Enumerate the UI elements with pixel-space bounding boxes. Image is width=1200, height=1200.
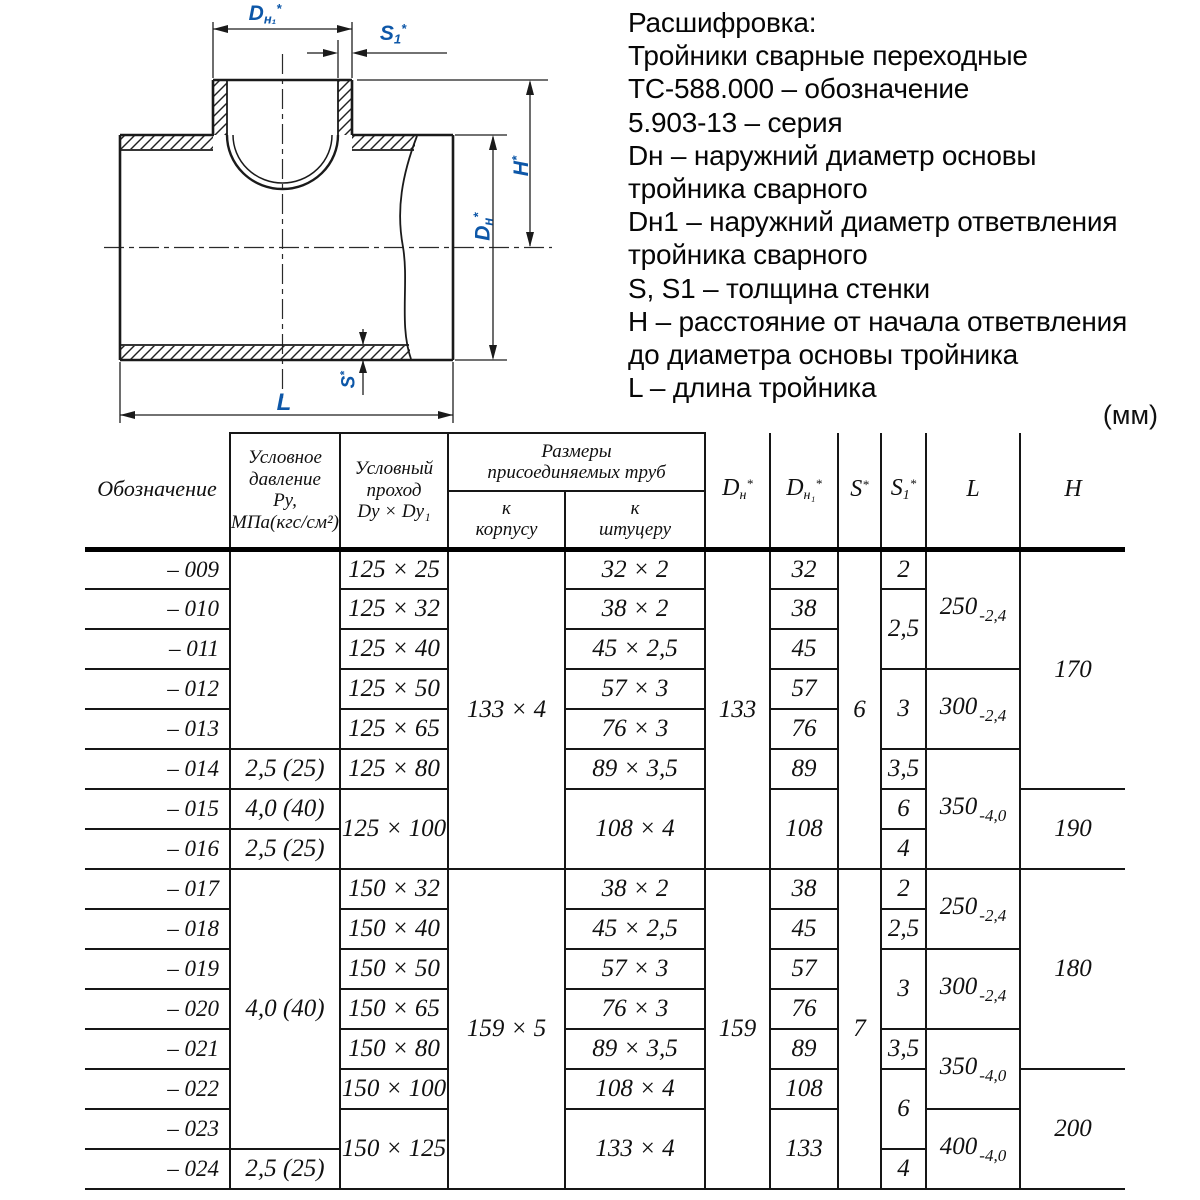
table-cell: 45 [770, 909, 838, 949]
tee-diagram-graphic [0, 0, 600, 430]
table-cell: 4,0 (40) [230, 869, 340, 1149]
table-cell: 133 × 4 [565, 1109, 705, 1189]
table-cell: 300 $_{-2,4}$ [926, 669, 1020, 749]
table-cell: 150 × 50 [340, 949, 448, 989]
table-cell: 108 [770, 789, 838, 869]
table-cell: – 010 [85, 589, 230, 629]
table-cell: 7 [838, 869, 881, 1189]
column-header-pressure: Условное давление Ру, МПа(кгс/см²) [230, 433, 340, 549]
table-cell: 89 × 3,5 [565, 749, 705, 789]
table-cell: 3 [881, 949, 926, 1029]
table-body [85, 549, 1125, 1189]
table-cell: 4 [881, 1149, 926, 1189]
dim-label-h: H* [508, 155, 534, 177]
table-cell: 6 [838, 549, 881, 869]
table-cell: 2 [881, 869, 926, 909]
table-cell: 108 × 4 [565, 789, 705, 869]
table-cell: 125 × 25 [340, 549, 448, 589]
table-cell: 150 × 80 [340, 1029, 448, 1069]
column-header-dn1: $D_{н_1}^*$ [770, 433, 838, 549]
tee-drawing [0, 0, 600, 430]
legend-line: тройника сварного [628, 173, 868, 205]
column-header-to_branch: к штуцеру [565, 491, 705, 549]
table-cell: 150 × 125 [340, 1109, 448, 1189]
legend-line: до диаметра основы тройника [628, 339, 1019, 371]
legend-line: 5.903-13 – серия [628, 106, 843, 138]
table-cell: 3,5 [881, 749, 926, 789]
table-cell: 125 × 32 [340, 589, 448, 629]
spec-table [85, 432, 1125, 1190]
table-cell: – 023 [85, 1109, 230, 1149]
table-cell: 3 [881, 669, 926, 749]
table-cell: 108 × 4 [565, 1069, 705, 1109]
table-cell: 38 [770, 589, 838, 629]
table-cell: 125 × 100 [340, 789, 448, 869]
table-cell: 2,5 (25) [230, 1149, 340, 1189]
table-row [85, 549, 1125, 589]
table-cell: 32 × 2 [565, 549, 705, 589]
table-cell: 159 × 5 [448, 869, 565, 1189]
table-cell: 200 [1020, 1069, 1125, 1189]
column-header-h: H [1020, 433, 1125, 549]
legend-line: Тройники сварные переходные [628, 40, 1028, 72]
table-cell: 2 [881, 549, 926, 589]
table-cell: 250 $_{-2,4}$ [926, 549, 1020, 669]
table-cell: 76 [770, 709, 838, 749]
table-cell: 133 × 4 [448, 549, 565, 869]
table-cell: 250 $_{-2,4}$ [926, 869, 1020, 949]
column-header-l: L [926, 433, 1020, 549]
table-cell: 150 × 40 [340, 909, 448, 949]
table-cell: 108 [770, 1069, 838, 1109]
legend-line: S, S1 – толщина стенки [628, 272, 930, 304]
table-cell: 4 [881, 829, 926, 869]
legend [628, 6, 1127, 404]
table-cell: 76 × 3 [565, 989, 705, 1029]
column-header-pipes_group: Размеры присоединяемых труб [448, 433, 705, 491]
table-cell: 76 × 3 [565, 709, 705, 749]
legend-line: L – длина тройника [628, 372, 877, 404]
column-header-bore: Условный проход Dу × Dу₁ [340, 433, 448, 549]
table-cell: 190 [1020, 789, 1125, 869]
table-cell: 57 [770, 949, 838, 989]
table-cell: 2,5 [881, 589, 926, 669]
table-row [85, 869, 1125, 909]
table-cell: 76 [770, 989, 838, 1029]
table-cell: 32 [770, 549, 838, 589]
table-cell: 45 [770, 629, 838, 669]
table-cell: 170 [1020, 549, 1125, 789]
column-header-s1: $S_1^*$ [881, 433, 926, 549]
table-cell: – 024 [85, 1149, 230, 1189]
units-note: (мм) [1102, 400, 1158, 430]
table-cell: – 015 [85, 789, 230, 829]
column-header-to_body: к корпусу [448, 491, 565, 549]
table-cell: – 018 [85, 909, 230, 949]
table-cell: – 009 [85, 549, 230, 589]
table-cell: 125 × 40 [340, 629, 448, 669]
table-cell: 57 [770, 669, 838, 709]
table-cell: 57 × 3 [565, 949, 705, 989]
table-cell: 45 × 2,5 [565, 629, 705, 669]
table-cell: 4,0 (40) [230, 789, 340, 829]
dim-label-dn: $D_н^*$ [470, 212, 496, 241]
table-cell: 2,5 (25) [230, 829, 340, 869]
table-cell: – 020 [85, 989, 230, 1029]
table-cell: 125 × 80 [340, 749, 448, 789]
legend-line: H – расстояние от начала ответвления [628, 305, 1128, 337]
table-cell: – 016 [85, 829, 230, 869]
column-header-designation: Обозначение [85, 433, 230, 549]
table-cell: 38 × 2 [565, 589, 705, 629]
table-cell: 133 [705, 549, 770, 869]
legend-line: тройника сварного [628, 239, 868, 271]
table-cell: 300 $_{-2,4}$ [926, 949, 1020, 1029]
table-cell: 150 × 32 [340, 869, 448, 909]
table-cell: – 021 [85, 1029, 230, 1069]
dim-label-s1: $S_1^*$ [379, 21, 407, 47]
table-cell: – 017 [85, 869, 230, 909]
table-cell: – 022 [85, 1069, 230, 1109]
table-row [85, 749, 1125, 789]
table-cell: 350 $_{-4,0}$ [926, 749, 1020, 869]
table-cell: 89 × 3,5 [565, 1029, 705, 1069]
table-cell: 2,5 (25) [230, 749, 340, 789]
table-cell: 89 [770, 1029, 838, 1069]
table-cell: 38 × 2 [565, 869, 705, 909]
dim-label-s: S* [338, 371, 360, 389]
table-cell: 150 × 100 [340, 1069, 448, 1109]
table-cell: 150 × 65 [340, 989, 448, 1029]
legend-line: Dн – наружний диаметр основы [628, 139, 1037, 171]
table-cell: 45 × 2,5 [565, 909, 705, 949]
table-cell: 89 [770, 749, 838, 789]
table-cell: – 012 [85, 669, 230, 709]
dim-label-l: L [276, 389, 292, 416]
legend-line: Расшифровка: [628, 7, 817, 38]
table-cell: – 013 [85, 709, 230, 749]
table-cell: 159 [705, 869, 770, 1189]
table-cell [230, 549, 340, 749]
table-cell: 6 [881, 1069, 926, 1149]
table-cell: 350 $_{-4,0}$ [926, 1029, 1020, 1109]
table-cell: 400 $_{-4,0}$ [926, 1109, 1020, 1189]
table-cell: 125 × 65 [340, 709, 448, 749]
table-cell: – 014 [85, 749, 230, 789]
table-cell: 2,5 [881, 909, 926, 949]
dim-label-dn1: $D_{н_1}^*$ [248, 1, 282, 27]
table-cell: 6 [881, 789, 926, 829]
table-cell: 133 [770, 1109, 838, 1189]
legend-line: ТС-588.000 – обозначение [628, 73, 970, 105]
legend-line: Dн1 – наружний диаметр ответвления [628, 206, 1118, 238]
table-cell: 57 × 3 [565, 669, 705, 709]
table-cell: 125 × 50 [340, 669, 448, 709]
table-cell: – 019 [85, 949, 230, 989]
table-header [85, 433, 1125, 549]
column-header-dn: $D_н^*$ [705, 433, 770, 549]
column-header-s: S* [838, 433, 881, 549]
table-cell: 3,5 [881, 1029, 926, 1069]
table-cell: 180 [1020, 869, 1125, 1069]
table-cell: 38 [770, 869, 838, 909]
table-cell: – 011 [85, 629, 230, 669]
